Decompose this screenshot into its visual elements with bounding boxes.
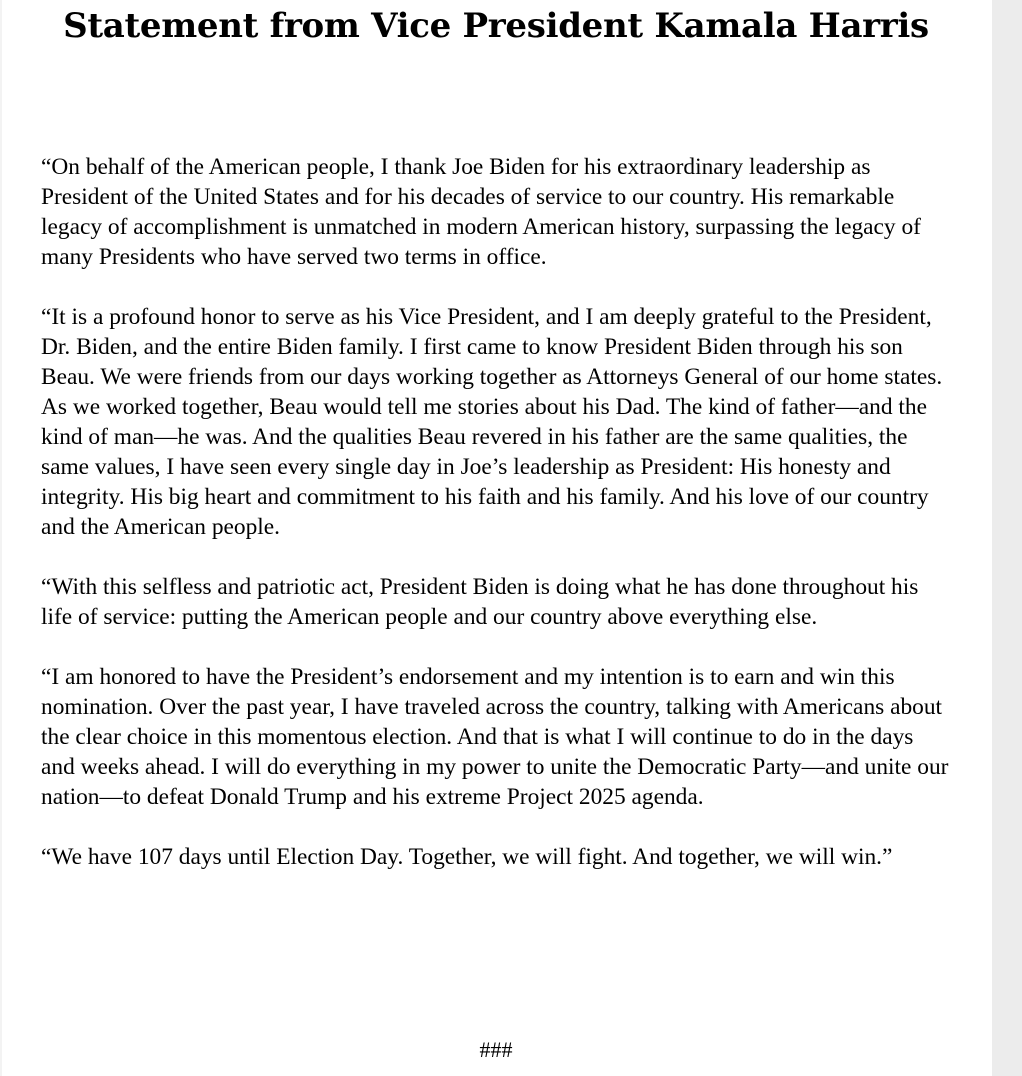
end-mark: ### [479,1037,513,1062]
paragraph-4: “I am honored to have the President’s endorsement and my intention is to earn and win this nomination. Over the past year, I have traveled across the country, talking with Americans about the clear choice in this momentous election. And that is what I will continue to do in the days and weeks ahead. I will do everything in my power to unite the Democratic Party—and unite our nation—to defeat Donald Trump and his extreme Project 2025 agenda. [41,664,949,810]
paragraph-5: “We have 107 days until Election Day. Together, we will fight. And together, we will win.” [41,844,893,870]
paragraph-2: “It is a profound honor to serve as his Vice President, and I am deeply grateful to the President, Dr. Biden, and the entire Biden family. I first came to know President Biden through his son Beau. We were friends from our days working together as Attorneys General of our home states. As we worked together, Beau would tell me stories about his Dad. The kind of father—and the kind of man—he was. And the qualities Beau revered in his father are the same qualities, the same values, I have seen every single day in Joe’s leadership as President: His honesty and integrity. His big heart and commitment to his faith and his family. And his love of our country and the American people. [41,304,943,540]
statement-body [41,152,953,902]
window-right-gutter [992,0,1022,1076]
paragraph-1: “On behalf of the American people, I thank Joe Biden for his extraordinary leadership as President of the United States and for his decades of service to our country. His remarkable legacy of accomplishment is unmatched in modern American history, surpassing the legacy of many Presidents who have served two terms in office. [41,154,921,270]
statement-title: Statement from Vice President Kamala Harris [63,6,929,46]
page-left-edge [0,0,2,1076]
paragraph-3: “With this selfless and patriotic act, President Biden is doing what he has done throughout his life of service: putting the American people and our country above everything else. [41,574,919,630]
